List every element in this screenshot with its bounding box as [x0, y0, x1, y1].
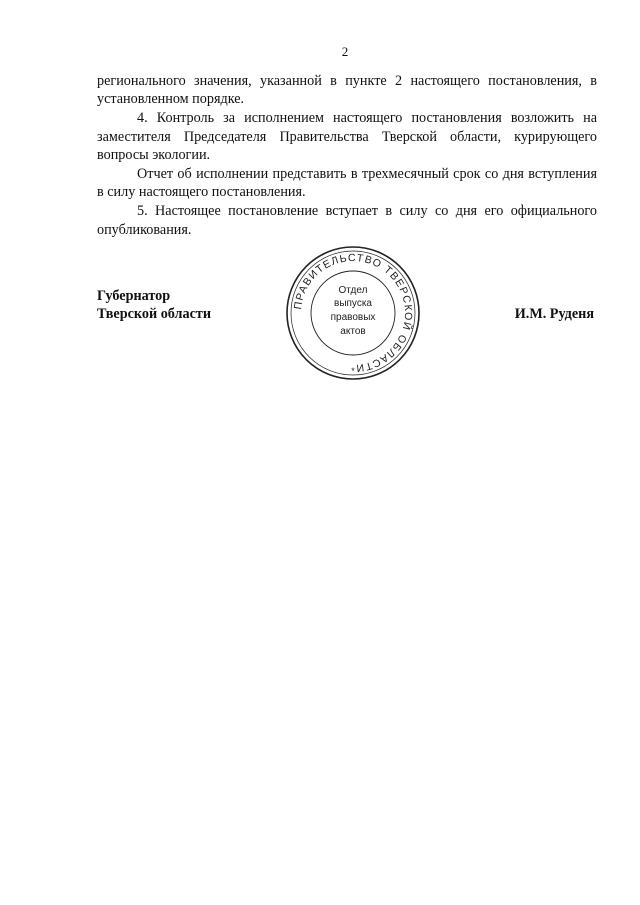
seal-graphic [283, 243, 423, 383]
seal-center-line-1: Отдел [338, 285, 368, 296]
seal-center-line-4: актов [340, 326, 366, 337]
paragraph-item-4: 4. Контроль за исполнением настоящего постановления возложить на заместителя Председателя Правительства Тверской области, курирующего вопросы экологии. [97, 110, 597, 163]
paragraph-report: Отчет об исполнении представить в трехмесячный срок со дня вступления в силу настоящего постановления. [97, 166, 597, 201]
paragraph-continuation: регионального значения, указанной в пункте 2 настоящего постановления, в установленном порядке. [97, 73, 597, 108]
document-body [97, 72, 597, 239]
paragraph-item-5: 5. Настоящее постановление вступает в силу со дня его официального опубликования. [97, 203, 597, 238]
signature-name: И.М. Руденя [514, 306, 594, 322]
seal-center-line-2: выпуска [334, 298, 372, 309]
page-number: 2 [341, 44, 349, 59]
signature-title-line2: Тверской области [97, 306, 212, 322]
seal-ring-text: ПРАВИТЕЛЬСТВО ТВЕРСКОЙ ОБЛАСТИ [292, 251, 415, 375]
official-seal [283, 243, 423, 383]
seal-center-line-3: правовых [330, 312, 376, 323]
signature-title [97, 287, 211, 323]
seal-star-icon: * [351, 366, 355, 376]
signature-title-line1: Губернатор [97, 288, 171, 304]
